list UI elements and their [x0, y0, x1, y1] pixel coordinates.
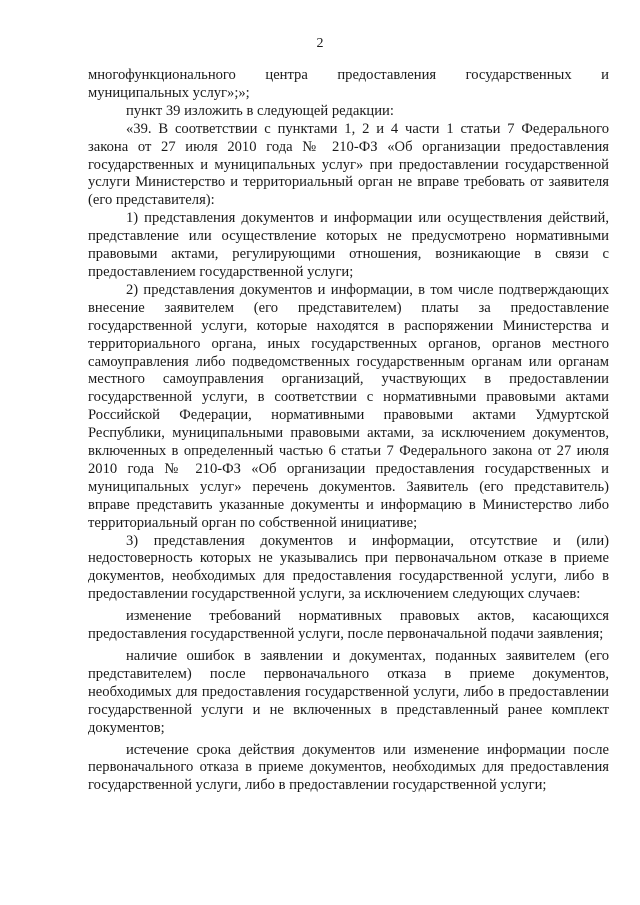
paragraph-item-39: «39. В соответствии с пунктами 1, 2 и 4 части 1 статьи 7 Федерального закона от 27 июля 2010 года № 210-ФЗ «Об организации предоставления государственных и муниципальных услуг» при предоставлении государственной услуги Министерство и территориальный орган не вправе требовать от заявителя (его представителя): — [88, 120, 609, 209]
paragraph-exception-2: наличие ошибок в заявлении и документах, поданных заявителем (его представителем) после первоначального отказа в приеме документов, необходимых для предоставления государственной услуги, либо в предоставлении государственной услуги и не включенных в представленный ранее комплект документов; — [88, 648, 609, 736]
page-number: 2 — [316, 36, 324, 51]
paragraph-subitem-3: 3) представления документов и информации, отсутствие и (или) недостоверность которых не указывались при первоначальном отказе в приеме документов, необходимых для предоставления государственной услуги, либо в предоставлении государственной услуги, за исключением следующих случаев: — [88, 532, 609, 603]
paragraph-exception-3: истечение срока действия документов или изменение информации после первоначального отказа в приеме документов, необходимых для предоставления государственной услуги, либо в предоставлении государственной услуги; — [88, 741, 609, 794]
paragraph-subitem-2: 2) представления документов и информации, в том числе подтверждающих внесение заявителем (его представителем) платы за предоставление государственной услуги, которые находятся в распоряжении Министерства и территориального органа, иных государственных органов, органов местного самоуправления либо подведомственных государственным органам или органам местного самоуправления организаций, участвующих в предоставлении государственной услуги, в соответствии с нормативными правовыми актами Российской Федерации, нормативными правовыми актами Удмуртской Республики, муниципальными правовыми актами, за исключением документов, включенных в определенный частью 6 статьи 7 Федерального закона от 27 июля 2010 года № 210-ФЗ «Об организации предоставления государственных и муниципальных услуг» перечень документов. Заявитель (его представитель) вправе представить указанные документы и информацию в Министерство либо территориальный орган по собственной инициативе; — [88, 281, 609, 531]
paragraph-continuation: многофункционального центра предоставления государственных и муниципальных услуг»;»; — [88, 67, 609, 101]
document-body — [88, 67, 609, 795]
paragraph-subitem-1: 1) представления документов и информации или осуществления действий, представление или осуществление которых не предусмотрено нормативными правовыми актами, регулирующими отношения, возникающие в связи с предоставлением государственной услуги; — [88, 210, 609, 280]
paragraph-instruction: пункт 39 изложить в следующей редакции: — [126, 102, 394, 119]
paragraph-exception-1: изменение требований нормативных правовых актов, касающихся предоставления государственной услуги, после первоначальной подачи заявления; — [88, 608, 609, 643]
